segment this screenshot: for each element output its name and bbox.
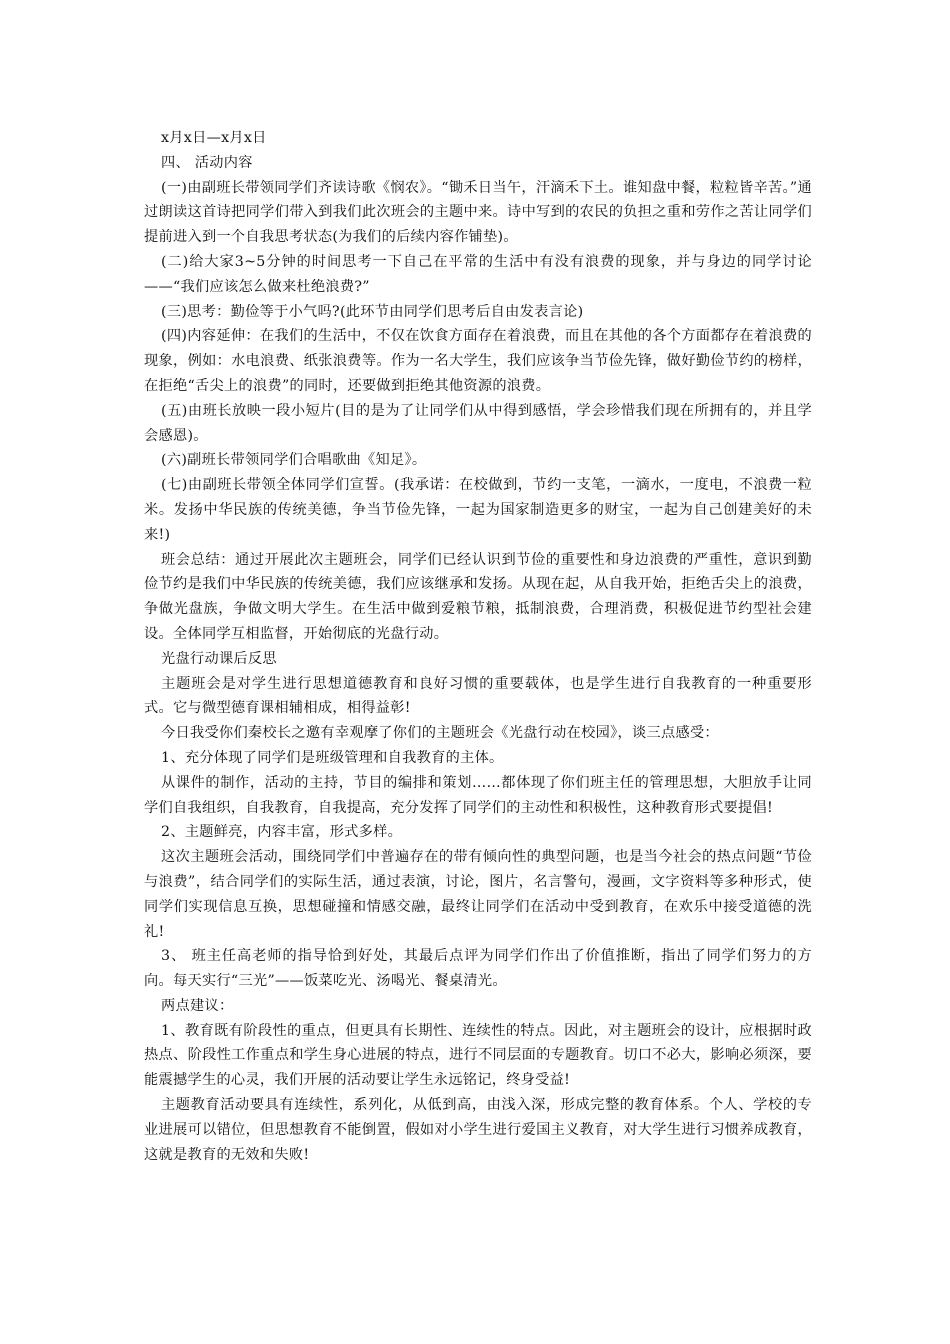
paragraph-suggestion-2: 主题教育活动要具有连续性，系列化，从低到高，由浅入深，形成完整的教育体系。个人、学校的专业进展可以错位，但思想教育不能倒置，假如对小学生进行爱国主义教育，对大学生进行习惯养成教育，这就是教育的无效和失败! xyxy=(144,1097,812,1163)
section-heading-suggestions: 两点建议： xyxy=(161,997,234,1014)
paragraph-point-3: 3、 班主任高老师的指导恰到好处，其最后点评为同学们作出了价值推断，指出了同学们努力的方向。每天实行“三光”——饭菜吃光、汤喝光、餐桌清光。 xyxy=(144,948,812,990)
paragraph-item-7: (七)由副班长带领全体同学们宣誓。(我承诺：在校做到，节约一支笔，一滴水，一度电，不浪费一粒米。发扬中华民族的传统美德，争当节俭先锋，一起为国家制造更多的财宝，一起为自己创建美好的未来!) xyxy=(144,477,812,543)
paragraph-item-4: (四)内容延伸：在我们的生活中，不仅在饮食方面存在着浪费，而且在其他的各个方面都存在着浪费的现象，例如：水电浪费、纸张浪费等。作为一名大学生，我们应该争当节俭先锋，做好勤俭节约的榜样，在拒绝“舌尖上的浪费”的同时，还要做到拒绝其他资源的浪费。 xyxy=(144,328,812,394)
paragraph-item-2: (二)给大家3~5分钟的时间思考一下自己在平常的生活中有没有浪费的现象，并与身边的同学讨论——“我们应该怎么做来杜绝浪费?” xyxy=(144,253,812,295)
paragraph-suggestion-1: 1、教育既有阶段性的重点，但更具有长期性、连续性的特点。因此，对主题班会的设计，应根据时政热点、阶段性工作重点和学生身心进展的特点，进行不同层面的专题教育。切口不必大，影响必须深，要能震撼学生的心灵，我们开展的活动要让学生永远铭记，终身受益! xyxy=(144,1022,812,1089)
paragraph-reflection-context: 今日我受你们秦校长之邀有幸观摩了你们的主题班会《光盘行动在校园》，谈三点感受： xyxy=(161,725,719,742)
paragraph-point-1-detail: 从课件的制作，活动的主持，节目的编排和策划……都体现了你们班主任的管理思想，大胆放手让同学们自我组织，自我教育，自我提高，充分发挥了同学们的主动性和积极性，这种教育形式要提倡! xyxy=(144,774,812,816)
paragraph-point-1: 1、充分体现了同学们是班级管理和自我教育的主体。 xyxy=(161,749,504,766)
paragraph-date-range: x月x日—x月x日 xyxy=(161,130,267,146)
paragraph-summary: 班会总结：通过开展此次主题班会，同学们已经认识到节俭的重要性和身边浪费的严重性，意识到勤俭节约是我们中华民族的传统美德，我们应该继承和发扬。从现在起，从自我开始，拒绝舌尖上的浪费，争做光盘族，争做文明大学生。在生活中做到爱粮节粮，抵制浪费，合理消费，积极促进节约型社会建设。全体同学互相监督，开始彻底的光盘行动。 xyxy=(144,551,812,642)
paragraph-item-3: (三)思考：勤俭等于小气吗?(此环节由同学们思考后自由发表言论) xyxy=(161,303,584,320)
paragraph-item-5: (五)由班长放映一段小短片(目的是为了让同学们从中得到感悟，学会珍惜我们现在所拥有的，并且学会感恩)。 xyxy=(144,402,812,444)
section-heading-activity-content: 四、 活动内容 xyxy=(161,154,253,171)
paragraph-point-2-detail: 这次主题班会活动，围绕同学们中普遍存在的带有倾向性的典型问题，也是当今社会的热点问题“节俭与浪费”，结合同学们的实际生活，通过表演，讨论，图片，名言警句，漫画，文字资料等多种形式，使同学们实现信息互换，思想碰撞和情感交融，最终让同学们在活动中受到教育，在欢乐中接受道德的洗礼! xyxy=(144,849,812,940)
document-body xyxy=(144,126,812,1167)
paragraph-item-1: (一)由副班长带领同学们齐读诗歌《悯农》。“锄禾日当午，汗滴禾下土。谁知盘中餐，粒粒皆辛苦。”通过朗读这首诗把同学们带入到我们此次班会的主题中来。诗中写到的农民的负担之重和劳作之苦让同学们提前进入到一个自我思考状态(为我们的后续内容作铺垫)。 xyxy=(144,179,812,246)
paragraph-point-2: 2、主题鲜亮，内容丰富，形式多样。 xyxy=(161,824,403,841)
paragraph-reflection-intro: 主题班会是对学生进行思想道德教育和良好习惯的重要载体，也是学生进行自我教育的一种重要形式。它与微型德育课相辅相成，相得益彰! xyxy=(144,675,812,717)
paragraph-item-6: (六)副班长带领同学们合唱歌曲《知足》。 xyxy=(161,452,427,469)
section-heading-reflection: 光盘行动课后反思 xyxy=(161,650,277,667)
